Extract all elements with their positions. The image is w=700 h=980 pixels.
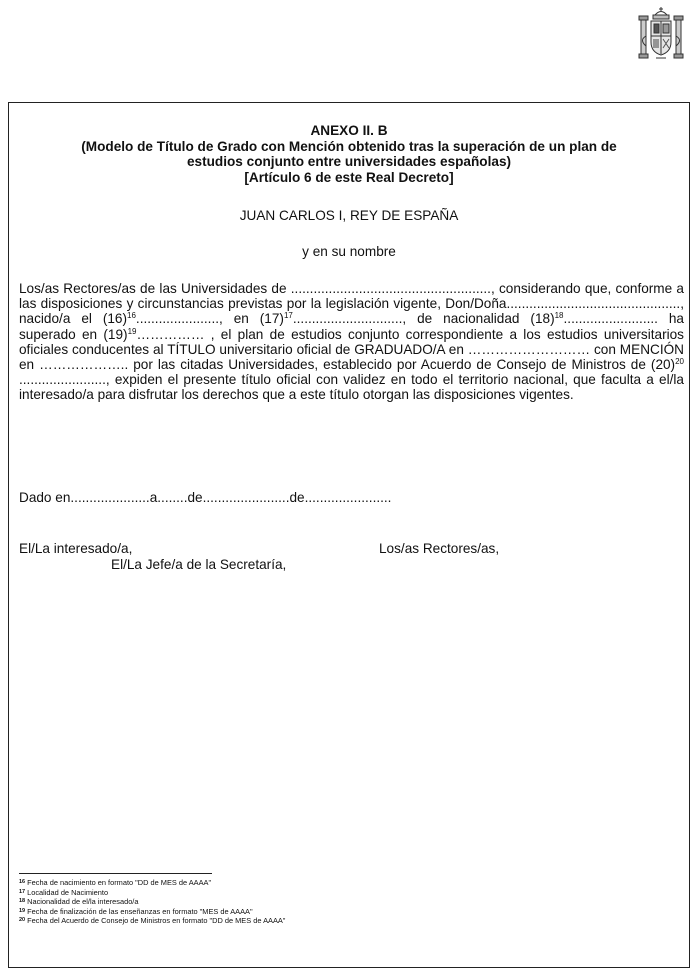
footnote-20 [19,916,285,926]
annex-subtitle-line-1: (Modelo de Título de Grado con Mención obtenido tras la superación de un plan de [81,138,617,154]
footnotes [19,878,285,926]
annex-subtitle-line-3: [Artículo 6 de este Real Decreto] [244,169,454,185]
footnote-18 [19,897,285,907]
footnote-text: Fecha de finalización de las enseñanzas en formato "MES de AAAA" [27,906,253,916]
footnote-text: Fecha del Acuerdo de Consejo de Ministros en formato "DD de MES de AAAA" [27,916,286,926]
footnote-ref-19: 19 [127,326,137,336]
annex-title: ANEXO II. B [310,123,388,138]
signature-rectores: Los/as Rectores/as, [379,541,500,556]
footnote-ref-17: 17 [283,311,293,321]
footnote-17 [19,888,285,898]
footnote-number: 16 [19,879,26,885]
title-body-paragraph [19,281,684,403]
footnote-ref-18: 18 [554,311,564,321]
dado-line: Dado en.....................a........de.......................de....................... [19,490,392,505]
footnote-number: 17 [19,888,26,895]
signature-jefe-secretaria: El/La Jefe/a de la Secretaría, [111,557,287,572]
annex-subtitle-line-2: estudios conjunto entre universidades españolas) [186,154,512,169]
body-text-4: ......................... ha superado en (19) [19,311,684,342]
signature-interesado: El/La interesado/a, [19,541,133,556]
footnote-number: 20 [19,917,26,924]
body-text-2: ......................, en (17) [135,311,284,327]
footnote-text: Nacionalidad de el/la interesado/a [27,897,139,907]
name-line: y en su nombre [302,244,396,259]
footnote-text: Localidad de Nacimiento [27,887,109,897]
body-text-6: ......................., expiden el presente título oficial con validez en todo el territorio nacional, que faculta a el/la interesado/a para disfrutar los derechos que a este título otorgan las disposiciones vigentes. [19,372,684,403]
footnote-text: Fecha de nacimiento en formato "DD de MES de AAAA" [27,878,212,887]
body-text-3: ............................., de nacionalidad (18) [292,311,555,327]
king-line: JUAN CARLOS I, REY DE ESPAÑA [239,208,459,223]
footnote-number: 18 [19,898,26,905]
footnote-ref-16: 16 [127,311,136,321]
footnote-16 [19,878,285,888]
footnote-number: 19 [19,907,26,914]
annex-heading [9,123,689,185]
footnote-19 [19,907,285,917]
title-form-frame [8,102,690,968]
footnote-divider [19,873,212,874]
coat-of-arms-icon [634,6,688,66]
body-text-1: Los/as Rectores/as de las Universidades de ....................................................., considerando que, conforme a las disposiciones y circunstancias previstas por la legislación vigente, Don/Doña.............................................., nacido/a el (16) [19,281,684,327]
body-text-5: …………… , el plan de estudios conjunto correspondiente a los estudios universitarios oficiales conducentes al TÍTULO universitario oficial de GRADUADO/A en ……………………… con MENCIÓN en ……………….. por las citadas Universidades, establecido por Acuerdo de Consejo de Ministros de (20) [19,326,684,373]
footnote-ref-20: 20 [675,357,684,367]
